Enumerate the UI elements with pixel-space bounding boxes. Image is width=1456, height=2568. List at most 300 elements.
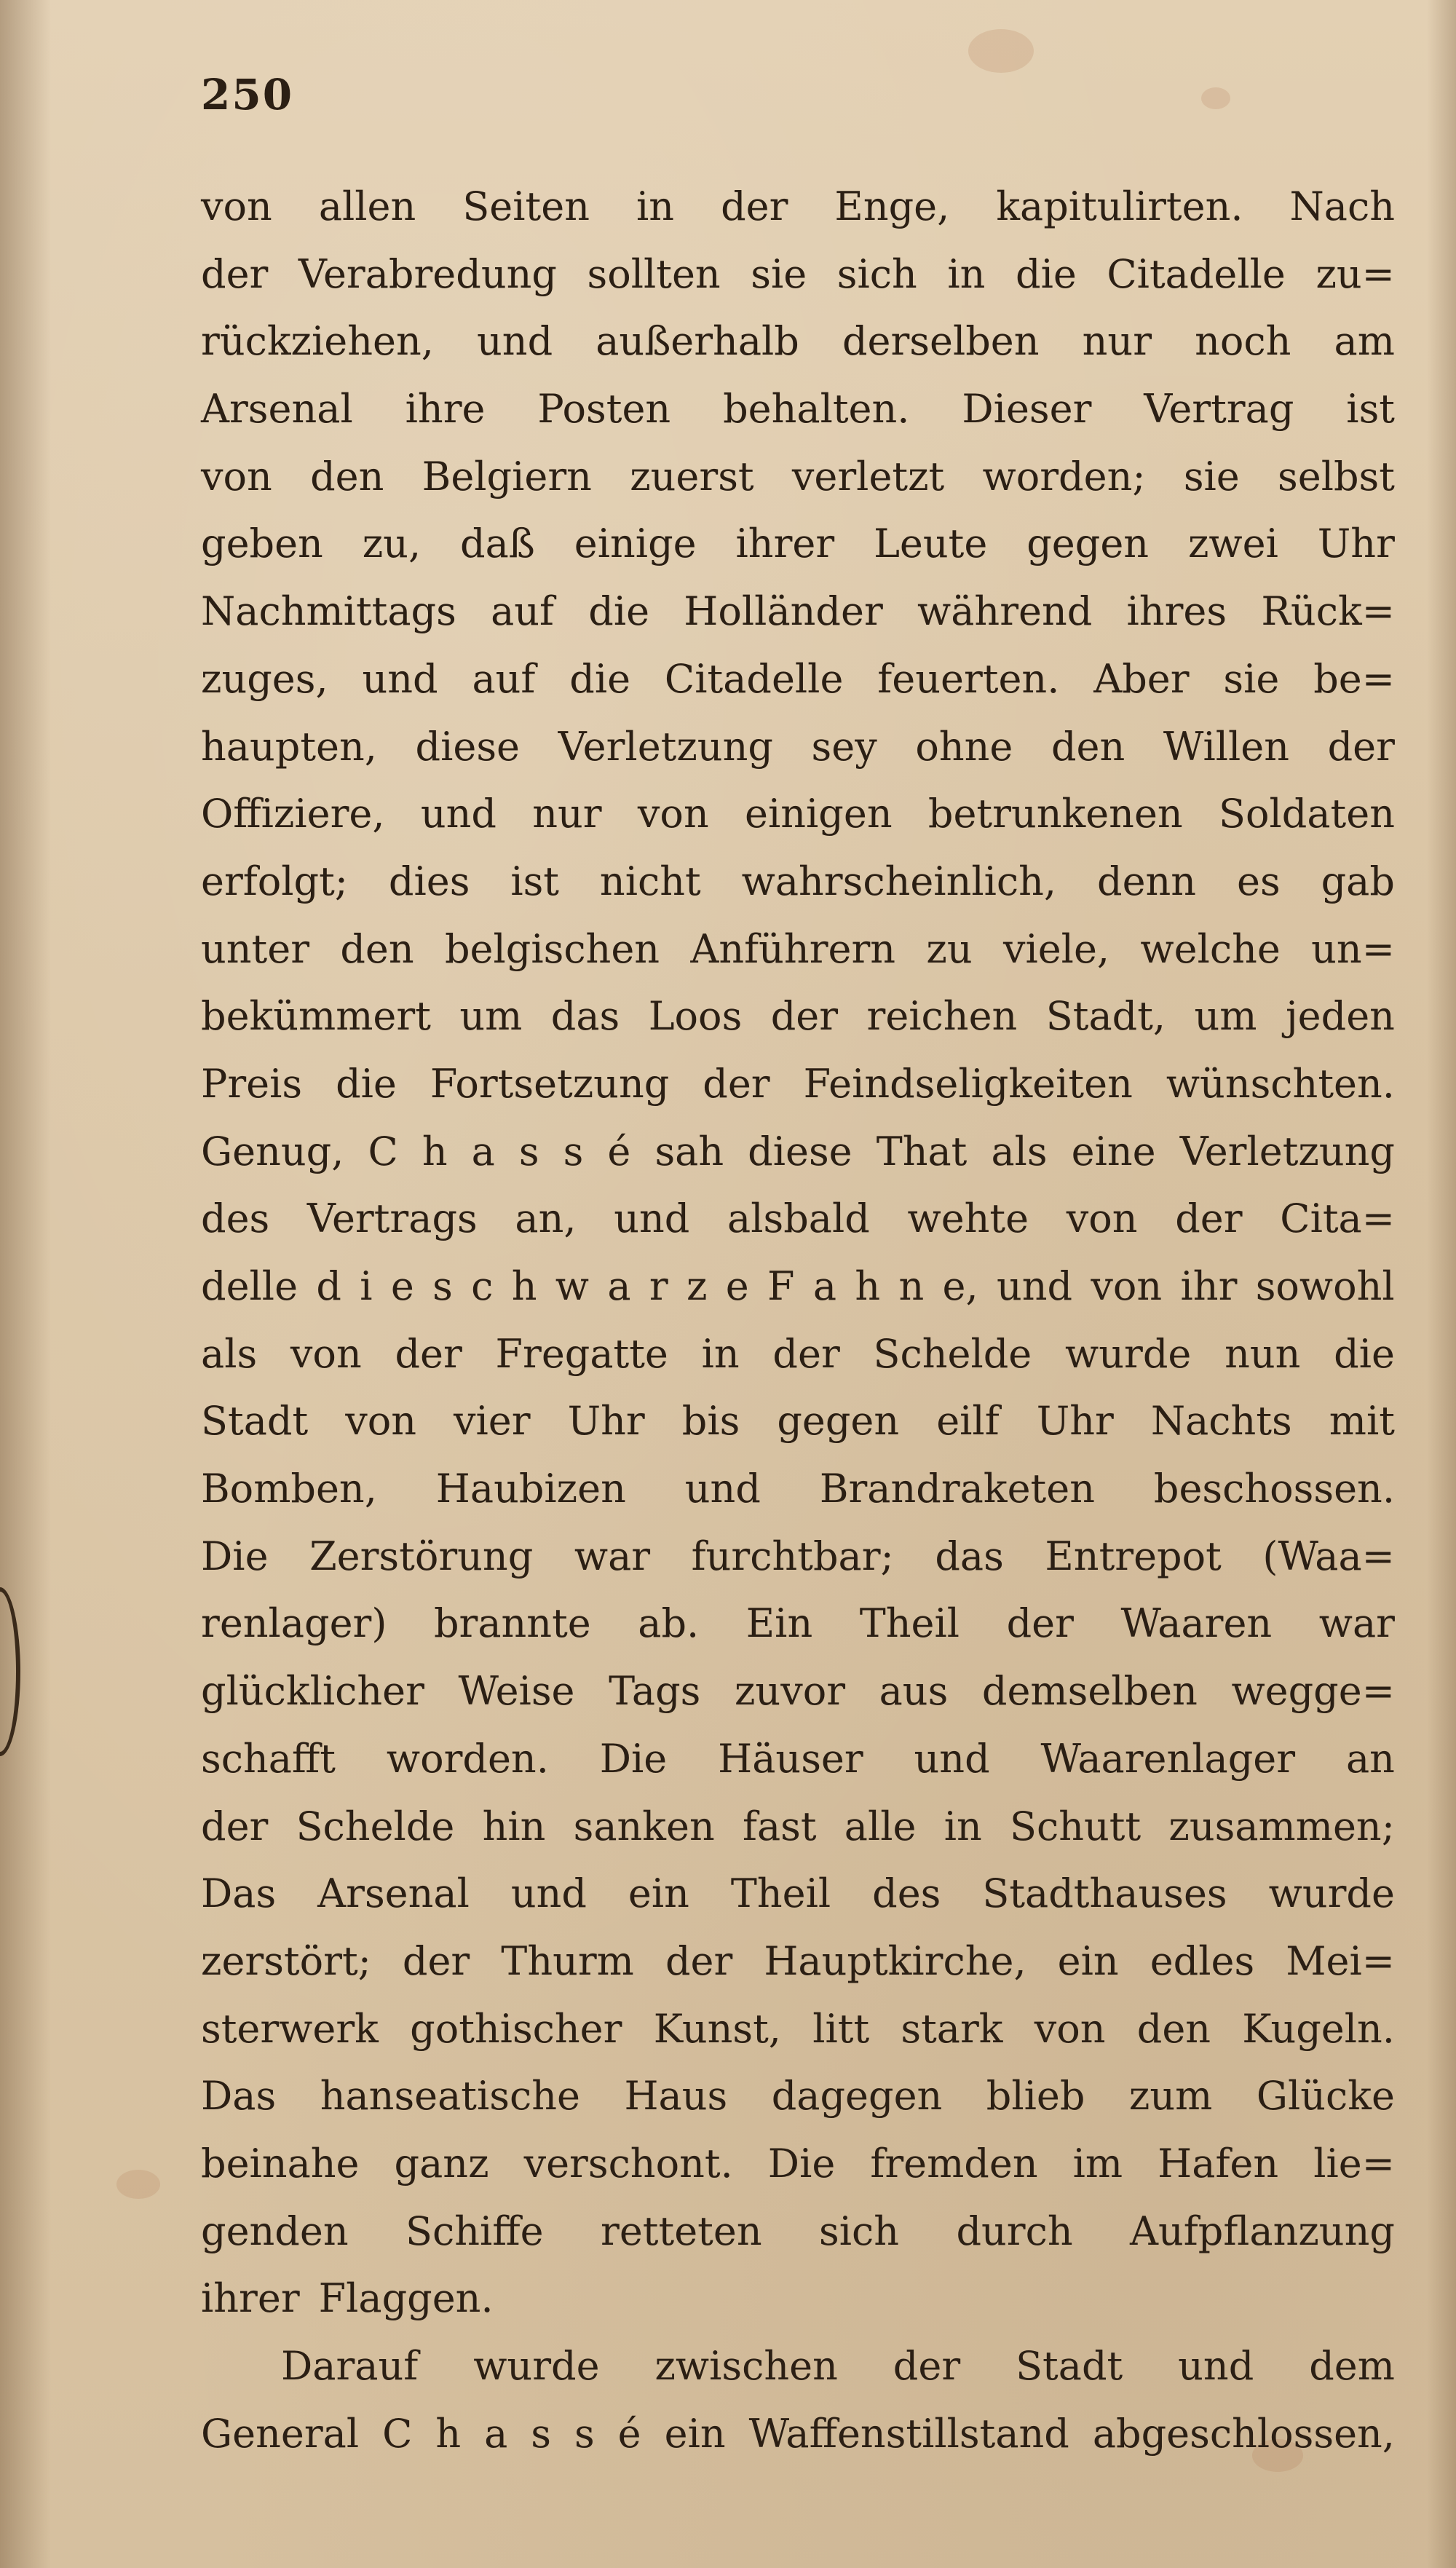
- word: reichen: [866, 993, 1018, 1040]
- word: worden.: [386, 1735, 549, 1782]
- text-line: [201, 1928, 1395, 1996]
- word: sah: [654, 1128, 724, 1174]
- text-line: [201, 983, 1395, 1051]
- word: Rück=: [1261, 588, 1395, 635]
- word: geben: [201, 521, 323, 567]
- word: Mei=: [1286, 1937, 1395, 1984]
- word: die: [569, 655, 631, 702]
- word: h: [511, 1263, 537, 1309]
- word: Loos: [648, 993, 743, 1040]
- word: verschont.: [523, 2140, 733, 2186]
- word: renlager): [201, 1600, 387, 1647]
- word: Posten: [537, 386, 671, 432]
- word: Die: [599, 1735, 668, 1782]
- word: ein: [664, 2410, 726, 2457]
- word: fast: [742, 1803, 817, 1849]
- word: der: [1327, 723, 1395, 770]
- word: und: [684, 1466, 761, 1512]
- word: Dieser: [962, 386, 1092, 432]
- word: der: [770, 993, 839, 1040]
- word: sie: [751, 250, 807, 297]
- text-line: [201, 2401, 1395, 2468]
- word: Theil: [730, 1870, 831, 1917]
- page-number: 250: [201, 70, 294, 119]
- word: ihr: [1180, 1263, 1238, 1309]
- word: betrunkenen: [927, 791, 1183, 837]
- text-line: [201, 2265, 1395, 2333]
- word: d: [316, 1263, 341, 1309]
- word: sich: [819, 2208, 900, 2254]
- word: den: [1051, 723, 1125, 770]
- word: Die: [767, 2140, 836, 2186]
- word: Darauf: [281, 2343, 419, 2389]
- word: eine: [1071, 1128, 1156, 1174]
- word: C: [368, 1128, 398, 1174]
- word: nur: [1082, 318, 1152, 365]
- word: Haubizen: [435, 1466, 626, 1512]
- word: nicht: [599, 858, 701, 904]
- word: Nachts: [1150, 1398, 1292, 1445]
- word: der: [402, 1937, 470, 1984]
- word: die: [1016, 250, 1077, 297]
- word: von: [637, 791, 709, 837]
- word: diese: [748, 1128, 852, 1174]
- word: in: [947, 250, 986, 297]
- text-line: [201, 1388, 1395, 1455]
- word: verletzt: [791, 453, 945, 499]
- word: jeden: [1285, 993, 1395, 1040]
- word: nun: [1224, 1330, 1301, 1377]
- word: a: [471, 1128, 495, 1174]
- text-line: [201, 646, 1395, 714]
- word: ohne: [915, 723, 1013, 770]
- word: sollten: [587, 250, 721, 297]
- word: der: [201, 1803, 269, 1849]
- word: von: [1066, 1196, 1138, 1242]
- word: Belgiern: [422, 453, 592, 499]
- word: gegen: [1026, 521, 1150, 567]
- word: Schelde: [873, 1330, 1032, 1377]
- word: daß: [460, 521, 535, 567]
- word: kapitulirten.: [996, 183, 1243, 229]
- word: C: [382, 2410, 413, 2457]
- word: Glücke: [1256, 2073, 1395, 2119]
- body-text: [201, 173, 1395, 2468]
- word: Arsenal: [317, 1870, 470, 1917]
- word: Waaren: [1120, 1600, 1273, 1647]
- text-line: [201, 376, 1395, 443]
- word: der: [1175, 1196, 1243, 1242]
- word: schafft: [201, 1735, 336, 1782]
- word: außerhalb: [596, 318, 799, 365]
- word: Vertrag: [1144, 386, 1294, 432]
- foxing-stain: [1201, 87, 1230, 109]
- word: von: [1091, 1263, 1163, 1309]
- word: der: [893, 2343, 961, 2389]
- text-line: [201, 1860, 1395, 1928]
- word: zu,: [362, 521, 422, 567]
- word: Fregatte: [495, 1330, 668, 1377]
- word: General: [201, 2410, 360, 2457]
- word: Aufpflanzung: [1130, 2208, 1395, 2254]
- spine-shadow: [0, 0, 51, 2568]
- word: Entrepot: [1045, 1533, 1222, 1579]
- word: der: [721, 183, 788, 229]
- word: Fortsetzung: [430, 1060, 670, 1107]
- word: blieb: [986, 2073, 1085, 2119]
- word: hin: [482, 1803, 546, 1849]
- word: Uhr: [1317, 521, 1395, 567]
- text-line: [201, 2198, 1395, 2266]
- text-line: [201, 1321, 1395, 1388]
- word: und: [996, 1263, 1073, 1309]
- word: feuerten.: [877, 655, 1060, 702]
- page-edge-shadow: [1427, 0, 1456, 2568]
- word: Preis: [201, 1060, 303, 1107]
- word: ihrer: [201, 2275, 300, 2322]
- word: Hauptkirche,: [764, 1937, 1026, 1984]
- text-line: [201, 1590, 1395, 1658]
- word: Stadt: [1016, 2343, 1123, 2389]
- word: Schutt: [1010, 1803, 1142, 1849]
- word: Kunst,: [653, 2005, 781, 2052]
- word: h: [855, 1263, 881, 1309]
- word: der: [665, 1937, 733, 1984]
- text-line: [201, 2130, 1395, 2198]
- word: be=: [1313, 655, 1395, 702]
- word: und: [914, 1735, 990, 1782]
- word: glücklicher: [201, 1668, 424, 1715]
- word: einige: [574, 521, 697, 567]
- word: Zerstörung: [309, 1533, 534, 1579]
- word: wünschten.: [1166, 1060, 1395, 1107]
- word: zu=: [1315, 250, 1395, 297]
- word: das: [550, 993, 620, 1040]
- word: die: [588, 588, 650, 635]
- word: litt: [812, 2005, 870, 2052]
- word: Ein: [745, 1600, 813, 1647]
- word: a: [607, 1263, 631, 1309]
- word: selbst: [1278, 453, 1395, 499]
- word: edles: [1150, 1937, 1255, 1984]
- word: wegge=: [1231, 1668, 1395, 1715]
- word: und: [420, 791, 496, 837]
- word: allen: [318, 183, 416, 229]
- word: demselben: [981, 1668, 1198, 1715]
- word: der: [1006, 1600, 1074, 1647]
- word: als: [991, 1128, 1048, 1174]
- word: Weise: [458, 1668, 575, 1715]
- word: Verabredung: [298, 250, 557, 297]
- word: zuvor: [734, 1668, 846, 1715]
- word: vier: [454, 1398, 531, 1445]
- word: furchtbar;: [691, 1533, 894, 1579]
- word: i: [360, 1263, 373, 1309]
- word: Aber: [1093, 655, 1190, 702]
- word: derselben: [842, 318, 1040, 365]
- word: Tags: [609, 1668, 701, 1715]
- word: Nach: [1289, 183, 1395, 229]
- word: Thurm: [501, 1937, 634, 1984]
- word: zum: [1128, 2073, 1213, 2119]
- word: und: [510, 1870, 587, 1917]
- word: denn: [1097, 858, 1197, 904]
- word: gab: [1321, 858, 1395, 904]
- word: h: [422, 1128, 448, 1174]
- text-line: [201, 1793, 1395, 1861]
- word: Soldaten: [1219, 791, 1395, 837]
- word: behalten.: [723, 386, 910, 432]
- word: e: [725, 1263, 749, 1309]
- text-line: [201, 308, 1395, 376]
- word: un=: [1311, 925, 1395, 972]
- word: worden;: [982, 453, 1146, 499]
- word: sie: [1223, 655, 1280, 702]
- word: h: [435, 2410, 462, 2457]
- word: und: [1178, 2343, 1254, 2389]
- word: ihres: [1126, 588, 1227, 635]
- word: Verletzung: [1179, 1128, 1395, 1174]
- word: é: [607, 1128, 631, 1174]
- word: Uhr: [567, 1398, 645, 1445]
- word: hanseatische: [320, 2073, 580, 2119]
- word: die: [1334, 1330, 1395, 1377]
- word: Flaggen.: [318, 2275, 494, 2322]
- word: a: [484, 2410, 508, 2457]
- word: z: [687, 1263, 708, 1309]
- word: s: [518, 1128, 539, 1174]
- word: den: [1136, 2005, 1211, 2052]
- word: des: [201, 1196, 270, 1242]
- text-line: [201, 714, 1395, 781]
- word: fremden: [870, 2140, 1038, 2186]
- word: das: [935, 1533, 1004, 1579]
- word: ganz: [394, 2140, 489, 2186]
- word: war: [1318, 1600, 1395, 1647]
- word: Leute: [874, 521, 988, 567]
- word: nur: [532, 791, 602, 837]
- word: Seiten: [462, 183, 590, 229]
- word: ab.: [638, 1600, 700, 1647]
- word: That: [876, 1128, 968, 1174]
- word: Stadt: [201, 1398, 309, 1445]
- word: eilf: [936, 1398, 1000, 1445]
- word: einigen: [745, 791, 893, 837]
- word: diese: [415, 723, 520, 770]
- text-line: [201, 1253, 1395, 1321]
- word: von: [201, 453, 272, 499]
- word: retteten: [601, 2208, 762, 2254]
- word: c: [471, 1263, 494, 1309]
- word: zwei: [1187, 521, 1278, 567]
- word: Verletzung: [558, 723, 773, 770]
- word: Bomben,: [201, 1466, 377, 1512]
- foxing-stain: [968, 29, 1034, 73]
- word: gothischer: [410, 2005, 622, 2052]
- text-line: [201, 1185, 1395, 1253]
- text-line: [201, 1455, 1395, 1523]
- word: Schelde: [296, 1803, 455, 1849]
- word: Brandraketen: [819, 1466, 1095, 1512]
- word: Nachmittags: [201, 588, 456, 635]
- word: sanken: [573, 1803, 715, 1849]
- word: Das: [201, 1870, 277, 1917]
- word: Theil: [859, 1600, 960, 1647]
- word: Offiziere,: [201, 791, 385, 837]
- word: Willen: [1163, 723, 1289, 770]
- word: F: [767, 1263, 795, 1309]
- word: abgeschlossen,: [1092, 2410, 1395, 2457]
- word: Schiffe: [405, 2208, 544, 2254]
- word: erfolgt;: [201, 858, 348, 904]
- word: sich: [836, 250, 917, 297]
- word: Citadelle: [664, 655, 844, 702]
- word: wahrscheinlich,: [741, 858, 1057, 904]
- word: rückziehen,: [201, 318, 434, 365]
- word: a: [812, 1263, 837, 1309]
- word: haupten,: [201, 723, 377, 770]
- text-line: [201, 443, 1395, 511]
- word: e: [390, 1263, 414, 1309]
- word: in: [701, 1330, 740, 1377]
- word: den: [340, 925, 414, 972]
- word: e,: [942, 1263, 978, 1309]
- word: r: [649, 1263, 668, 1309]
- word: alsbald: [727, 1196, 870, 1242]
- word: Enge,: [834, 183, 950, 229]
- word: es: [1237, 858, 1281, 904]
- word: der: [395, 1330, 462, 1377]
- word: Anführern: [690, 925, 896, 972]
- word: Citadelle: [1107, 250, 1286, 297]
- word: wurde: [1065, 1330, 1192, 1377]
- word: alle: [844, 1803, 917, 1849]
- word: zuerst: [630, 453, 754, 499]
- word: aus: [879, 1668, 949, 1715]
- text-line: [201, 578, 1395, 646]
- word: im: [1072, 2140, 1123, 2186]
- word: Genug,: [201, 1128, 344, 1174]
- word: (Waa=: [1262, 1533, 1395, 1579]
- word: wurde: [1268, 1870, 1395, 1917]
- word: zu: [926, 925, 973, 972]
- word: noch: [1195, 318, 1291, 365]
- word: am: [1334, 318, 1395, 365]
- word: wurde: [473, 2343, 600, 2389]
- word: unter: [201, 925, 310, 972]
- text-line: [201, 1523, 1395, 1591]
- word: als: [201, 1330, 258, 1377]
- text-line: [201, 848, 1395, 916]
- text-line: [201, 1996, 1395, 2063]
- word: delle: [201, 1263, 298, 1309]
- word: von: [1034, 2005, 1106, 2052]
- word: an,: [515, 1196, 577, 1242]
- word: Kugeln.: [1242, 2005, 1395, 2052]
- text-line: [201, 2333, 1395, 2401]
- word: genden: [201, 2208, 349, 2254]
- word: auf: [472, 655, 536, 702]
- word: sie: [1183, 453, 1240, 499]
- word: dagegen: [771, 2073, 943, 2119]
- text-line: [201, 510, 1395, 578]
- text-line: [201, 1658, 1395, 1726]
- word: zwischen: [654, 2343, 838, 2389]
- word: in: [636, 183, 675, 229]
- word: der: [772, 1330, 840, 1377]
- word: Holländer: [684, 588, 883, 635]
- word: von: [345, 1398, 416, 1445]
- word: Feindseligkeiten: [803, 1060, 1133, 1107]
- text-line: [201, 241, 1395, 309]
- word: während: [917, 588, 1093, 635]
- word: ihrer: [735, 521, 835, 567]
- text-line: [201, 1051, 1395, 1118]
- word: Uhr: [1036, 1398, 1114, 1445]
- word: durch: [956, 2208, 1073, 2254]
- word: den: [310, 453, 384, 499]
- word: ist: [1346, 386, 1395, 432]
- word: beinahe: [201, 2140, 360, 2186]
- word: s: [563, 1128, 584, 1174]
- word: s: [574, 2410, 595, 2457]
- word: beschossen.: [1153, 1466, 1395, 1512]
- word: um: [459, 993, 523, 1040]
- word: auf: [491, 588, 555, 635]
- text-line: [201, 781, 1395, 848]
- word: viele,: [1002, 925, 1110, 972]
- word: bis: [681, 1398, 740, 1445]
- word: Stadt,: [1045, 993, 1166, 1040]
- word: an: [1345, 1735, 1395, 1782]
- word: Haus: [624, 2073, 728, 2119]
- word: Cita=: [1280, 1196, 1395, 1242]
- foxing-stain: [116, 2170, 160, 2199]
- word: belgischen: [444, 925, 660, 972]
- word: welche: [1140, 925, 1281, 972]
- word: Die: [201, 1533, 269, 1579]
- word: s: [432, 1263, 453, 1309]
- word: Vertrags: [306, 1196, 478, 1242]
- word: Hafen: [1158, 2140, 1279, 2186]
- word: zerstört;: [201, 1937, 371, 1984]
- word: gegen: [777, 1398, 900, 1445]
- word: dem: [1309, 2343, 1395, 2389]
- word: der: [201, 250, 269, 297]
- word: ihre: [405, 386, 486, 432]
- word: s: [531, 2410, 552, 2457]
- word: und: [477, 318, 553, 365]
- word: zusammen;: [1168, 1803, 1395, 1849]
- word: um: [1194, 993, 1257, 1040]
- text-line: [201, 2063, 1395, 2130]
- word: n: [898, 1263, 925, 1309]
- word: und: [362, 655, 438, 702]
- word: Waarenlager: [1040, 1735, 1296, 1782]
- word: zuges,: [201, 655, 328, 702]
- word: stark: [901, 2005, 1003, 2052]
- word: der: [703, 1060, 770, 1107]
- word: von: [201, 183, 272, 229]
- word: sowohl: [1255, 1263, 1395, 1309]
- word: wehte: [907, 1196, 1029, 1242]
- word: dies: [388, 858, 470, 904]
- word: w: [555, 1263, 590, 1309]
- word: in: [943, 1803, 982, 1849]
- text-line: [201, 173, 1395, 241]
- word: ist: [510, 858, 560, 904]
- word: war: [574, 1533, 651, 1579]
